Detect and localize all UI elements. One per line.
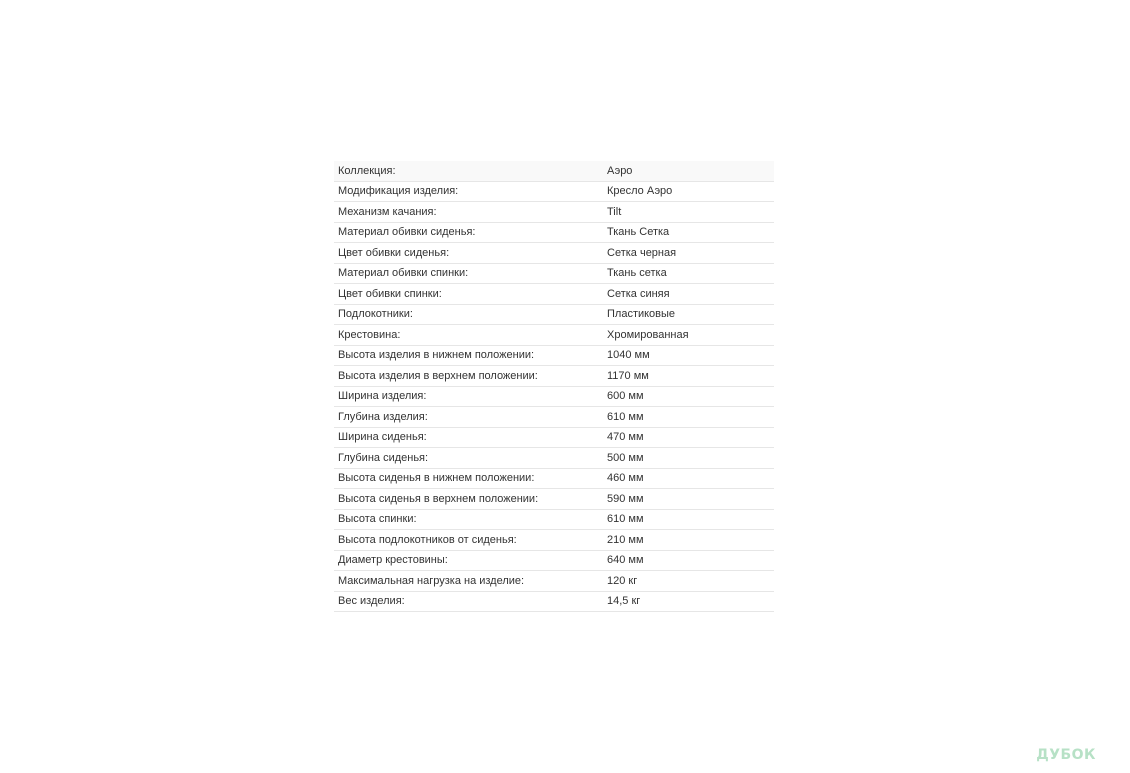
spec-label: Высота сиденья в верхнем положении: xyxy=(334,489,603,510)
spec-label: Высота подлокотников от сиденья: xyxy=(334,530,603,551)
spec-value: 460 мм xyxy=(603,468,774,489)
spec-row xyxy=(334,591,774,612)
specifications-body xyxy=(334,161,774,612)
spec-label: Подлокотники: xyxy=(334,304,603,325)
spec-label: Ширина сиденья: xyxy=(334,427,603,448)
watermark-word: ДУБОК xyxy=(1036,747,1096,763)
spec-value: 1170 мм xyxy=(603,366,774,387)
spec-row xyxy=(334,489,774,510)
spec-label: Глубина изделия: xyxy=(334,407,603,428)
spec-row xyxy=(334,448,774,469)
spec-label: Коллекция: xyxy=(334,161,603,181)
spec-label: Ширина изделия: xyxy=(334,386,603,407)
spec-label: Цвет обивки сиденья: xyxy=(334,243,603,264)
spec-value: Аэро xyxy=(603,161,774,181)
spec-row xyxy=(334,304,774,325)
spec-value: 470 мм xyxy=(603,427,774,448)
spec-label: Глубина сиденья: xyxy=(334,448,603,469)
spec-value: 500 мм xyxy=(603,448,774,469)
spec-label: Диаметр крестовины: xyxy=(334,550,603,571)
spec-row xyxy=(334,263,774,284)
spec-row xyxy=(334,161,774,181)
spec-label: Материал обивки спинки: xyxy=(334,263,603,284)
spec-row xyxy=(334,345,774,366)
spec-label: Высота изделия в верхнем положении: xyxy=(334,366,603,387)
spec-label: Крестовина: xyxy=(334,325,603,346)
spec-row xyxy=(334,222,774,243)
spec-value: Кресло Аэро xyxy=(603,181,774,202)
spec-value: 1040 мм xyxy=(603,345,774,366)
spec-row xyxy=(334,386,774,407)
spec-row xyxy=(334,509,774,530)
spec-label: Максимальная нагрузка на изделие: xyxy=(334,571,603,592)
spec-row xyxy=(334,571,774,592)
spec-value: Сетка синяя xyxy=(603,284,774,305)
spec-value: Ткань Сетка xyxy=(603,222,774,243)
spec-row xyxy=(334,427,774,448)
spec-value: 600 мм xyxy=(603,386,774,407)
watermark-logo xyxy=(1036,747,1120,763)
spec-row xyxy=(334,407,774,428)
spec-label: Материал обивки сиденья: xyxy=(334,222,603,243)
spec-value: 610 мм xyxy=(603,407,774,428)
spec-label: Высота изделия в нижнем положении: xyxy=(334,345,603,366)
spec-value: 210 мм xyxy=(603,530,774,551)
spec-row xyxy=(334,284,774,305)
spec-row xyxy=(334,366,774,387)
spec-row xyxy=(334,530,774,551)
spec-label: Модификация изделия: xyxy=(334,181,603,202)
spec-row xyxy=(334,202,774,223)
spec-value: Сетка черная xyxy=(603,243,774,264)
spec-value: 640 мм xyxy=(603,550,774,571)
spec-value: Хромированная xyxy=(603,325,774,346)
spec-value: 610 мм xyxy=(603,509,774,530)
spec-value: Tilt xyxy=(603,202,774,223)
spec-row xyxy=(334,243,774,264)
spec-row xyxy=(334,325,774,346)
spec-label: Цвет обивки спинки: xyxy=(334,284,603,305)
spec-value: 120 кг xyxy=(603,571,774,592)
spec-value: 590 мм xyxy=(603,489,774,510)
spec-value: 14,5 кг xyxy=(603,591,774,612)
spec-label: Высота спинки: xyxy=(334,509,603,530)
spec-row xyxy=(334,550,774,571)
spec-row xyxy=(334,181,774,202)
specifications-table xyxy=(334,161,774,612)
spec-value: Пластиковые xyxy=(603,304,774,325)
spec-label: Механизм качания: xyxy=(334,202,603,223)
spec-label: Высота сиденья в нижнем положении: xyxy=(334,468,603,489)
spec-label: Вес изделия: xyxy=(334,591,603,612)
spec-row xyxy=(334,468,774,489)
spec-value: Ткань сетка xyxy=(603,263,774,284)
